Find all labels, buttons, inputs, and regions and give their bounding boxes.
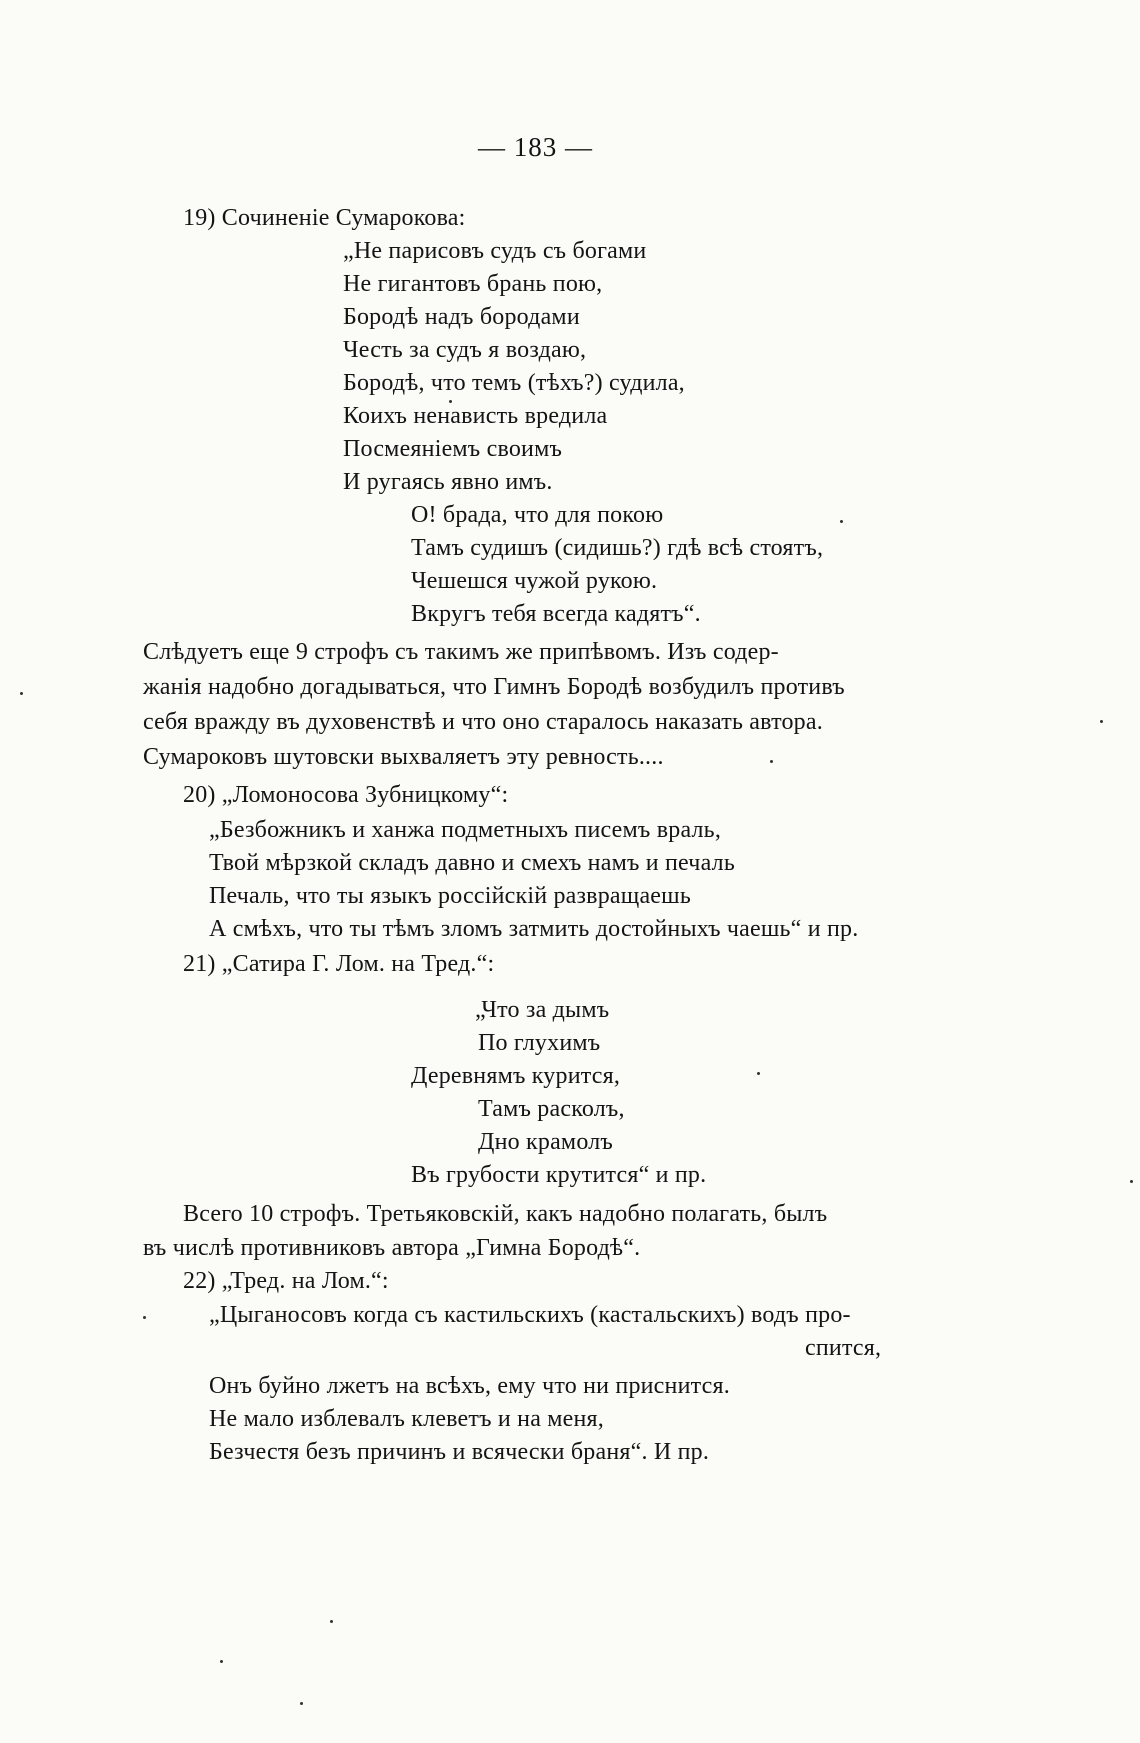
commentary-line: жанія надобно догадываться, что Гимнъ Бородѣ возбудилъ противъ xyxy=(143,674,845,700)
section-19-heading: 19) Сочиненіе Сумарокова: xyxy=(183,205,466,231)
commentary-line: Слѣдуетъ еще 9 строфъ съ такимъ же припѣвомъ. Изъ содер- xyxy=(143,639,779,665)
scan-speck xyxy=(1100,720,1103,723)
verse-line: Чешешся чужой рукою. xyxy=(411,568,658,594)
verse-line: „Что за дымъ xyxy=(475,997,610,1023)
verse-line: О! брада, что для покою xyxy=(411,502,664,528)
verse-line: А смѣхъ, что ты тѣмъ зломъ затмить достойныхъ чаешь“ и пр. xyxy=(209,916,859,942)
commentary-line: Сумароковъ шутовски выхваляетъ эту ревность.... xyxy=(143,744,664,770)
commentary-line: себя вражду въ духовенствѣ и что оно старалось наказать автора. xyxy=(143,709,823,735)
verse-line: Вкругъ тебя всегда кадятъ“. xyxy=(411,601,701,627)
verse-line: Безчестя безъ причинъ и всячески браня“. И пр. xyxy=(209,1439,710,1465)
scan-speck xyxy=(300,1702,303,1705)
scan-speck xyxy=(757,1072,760,1075)
verse-line: Честь за судъ я воздаю, xyxy=(343,337,587,363)
verse-line: Коихъ ненависть вредила xyxy=(343,403,608,429)
verse-line: Тамъ расколъ, xyxy=(478,1096,625,1122)
verse-line: Не гигантовъ брань пою, xyxy=(343,271,603,297)
scan-speck xyxy=(143,1316,146,1319)
verse-line: Бородѣ надъ бородами xyxy=(343,304,580,330)
commentary-line: въ числѣ противниковъ автора „Гимна Бородѣ“. xyxy=(143,1235,641,1261)
verse-line: „Цыганосовъ когда съ кастильскихъ (кастальскихъ) водъ про- xyxy=(209,1302,851,1328)
verse-line: По глухимъ xyxy=(478,1030,601,1056)
verse-line: Посмеяніемъ своимъ xyxy=(343,436,563,462)
section-21-heading: 21) „Сатира Г. Лом. на Тред.“: xyxy=(183,951,495,977)
scan-speck xyxy=(770,760,773,763)
verse-line: Твой мѣрзкой складъ давно и смехъ намъ и печаль xyxy=(209,850,735,876)
verse-line: спится, xyxy=(805,1335,882,1361)
verse-line: Тамъ судишъ (сидишь?) гдѣ всѣ стоятъ, xyxy=(411,535,824,561)
commentary-line: Всего 10 строфъ. Третьяковскій, какъ надобно полагать, былъ xyxy=(183,1201,828,1227)
verse-line: Онъ буйно лжетъ на всѣхъ, ему что ни приснится. xyxy=(209,1373,730,1399)
verse-line: Не мало изблевалъ клеветъ и на меня, xyxy=(209,1406,604,1432)
scan-speck xyxy=(1130,1180,1133,1183)
scan-speck xyxy=(20,692,23,695)
section-22-heading: 22) „Тред. на Лом.“: xyxy=(183,1268,389,1294)
verse-line: И ругаясь явно имъ. xyxy=(343,469,553,495)
scan-speck xyxy=(330,1620,333,1623)
verse-line: Бородѣ, что темъ (тѣхъ?) судила, xyxy=(343,370,685,396)
page-number: — 183 — xyxy=(478,132,593,162)
scan-speck xyxy=(220,1660,223,1663)
verse-line: Дно крамолъ xyxy=(478,1129,613,1155)
scan-speck xyxy=(840,520,843,523)
scan-speck xyxy=(449,400,452,403)
verse-line: „Не парисовъ судъ съ богами xyxy=(343,238,647,264)
section-20-heading: 20) „Ломоносова Зубницкому“: xyxy=(183,782,509,808)
verse-line: „Безбожникъ и ханжа подметныхъ писемъ враль, xyxy=(209,817,722,843)
verse-line: Въ грубости крутится“ и пр. xyxy=(411,1162,707,1188)
verse-line: Деревнямъ курится, xyxy=(411,1063,621,1089)
verse-line: Печаль, что ты языкъ россійскій развращаешь xyxy=(209,883,691,909)
